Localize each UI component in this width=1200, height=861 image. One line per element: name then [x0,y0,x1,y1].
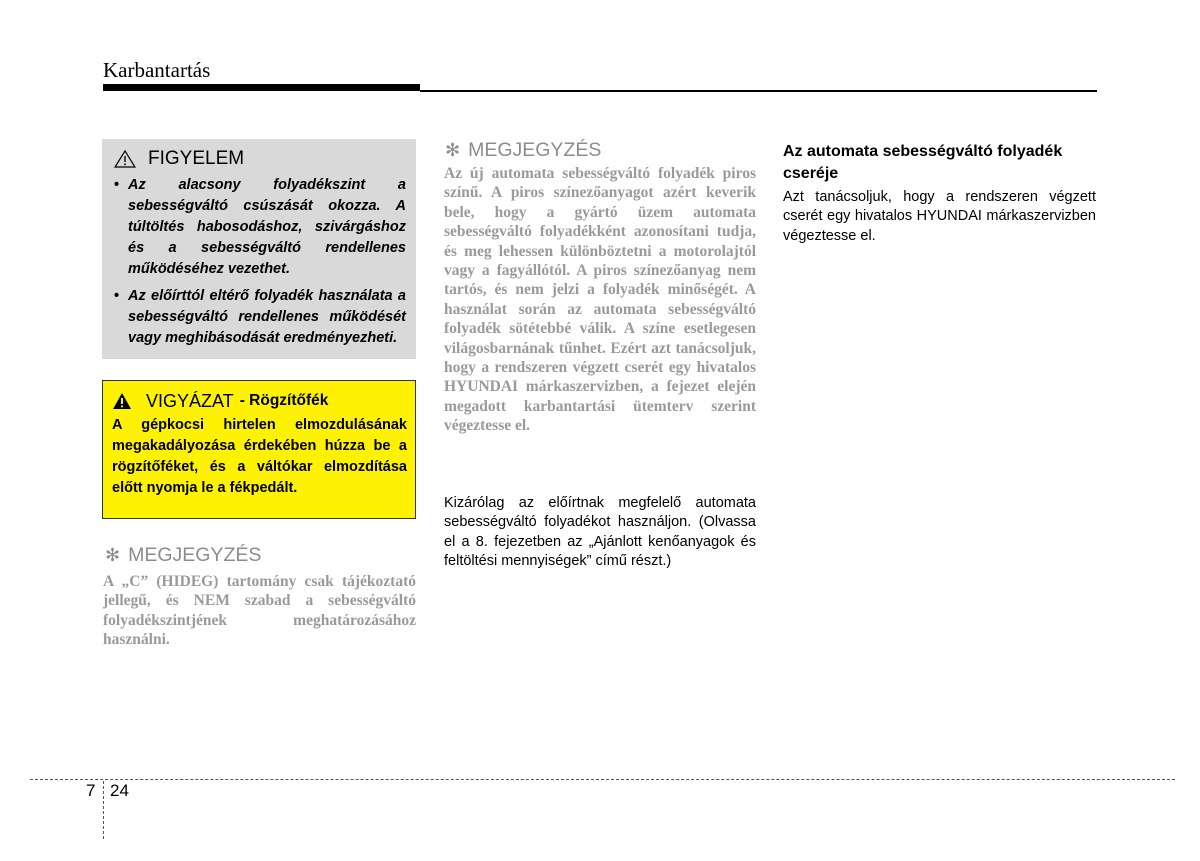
chapter-number: 7 [86,781,96,800]
caution-header [112,389,407,413]
warning-box [102,139,416,359]
warning-bullet: • Az alacsony folyadékszint a sebességváltó csúszását okozza. A túltöltés habosodáshoz, szivárgáshoz és a sebességváltó rendellenes működéséhez vezethet. [114,175,406,280]
caution-text: A gépkocsi hirtelen elmozdulásának megakadályozása érdekében húzza be a rögzítőféket, és a váltókar elmozdítása előtt nyomja le a fékpedált. [112,417,407,496]
note-middle-header [445,139,601,162]
warning-bullet: • Az előírttól eltérő folyadék használata a sebességváltó rendellenes működését vagy meghibásodását eredményezheti. [114,286,406,349]
note-left-title: MEGJEGYZÉS [128,544,262,566]
warning-bullet-list [114,175,406,349]
note-middle-title: MEGJEGYZÉS [468,139,602,161]
section-title: Az automata sebességváltó folyadék cseréje [783,143,1063,182]
footer-dashed-rule [30,779,1175,780]
header-rule-thin [420,90,1097,92]
caution-box [102,380,416,519]
note-left-header [105,544,261,567]
footer-dashed-divider [103,781,104,839]
caution-title: VIGYÁZAT [146,390,234,411]
page-number: 24 [110,781,129,800]
warning-triangle-solid-icon [112,392,132,410]
page-header-title: Karbantartás [103,58,211,82]
warning-header [114,147,406,171]
middle-paragraph: Kizárólag az előírtnak megfelelő automata sebességváltó folyadékot használjon. (Olvassa el a 8. fejezetben az „Ajánlott kenőanyagok és feltöltési mennyiségek” című részt.) [444,495,756,570]
note-left-text: A „C” (HIDEG) tartomány csak tájékoztató jellegű, és NEM szabad a sebességváltó folyadékszintjének meghatározásához használni. [103,573,416,649]
warning-triangle-outline-icon [114,150,136,168]
caution-subtitle: - Rögzítőfék [239,392,329,409]
asterisk-icon: ✻ [105,545,121,565]
note-middle-text: Az új automata sebességváltó folyadék piros színű. A piros színezőanyagot azért keverik bele, hogy a gyártó üzem automata sebességváltó folyadékként azonosítani tudja, és meg lehessen különböztetni a motorolajtól vagy a fagyállótól. A piros színezőanyag nem tartós, és nem jelzi a folyadék minőségét. A használat során az automata sebességváltó folyadék sötétebbé válik. A színe esetlegesen világosbarnának tűnhet. Ezért azt tanácsoljuk, hogy a rendszeren végzett cserét egy hivatalos HYUNDAI márkaszervizben, a fejezet elején megadott karbantartási ütemterv szerint végeztesse el. [444,165,756,435]
asterisk-icon: ✻ [445,140,461,160]
header-rule-thick [103,84,420,91]
warning-title: FIGYELEM [148,148,245,169]
section-paragraph: Azt tanácsoljuk, hogy a rendszeren végzett cserét egy hivatalos HYUNDAI márkaszervizben végeztesse el. [783,189,1096,244]
